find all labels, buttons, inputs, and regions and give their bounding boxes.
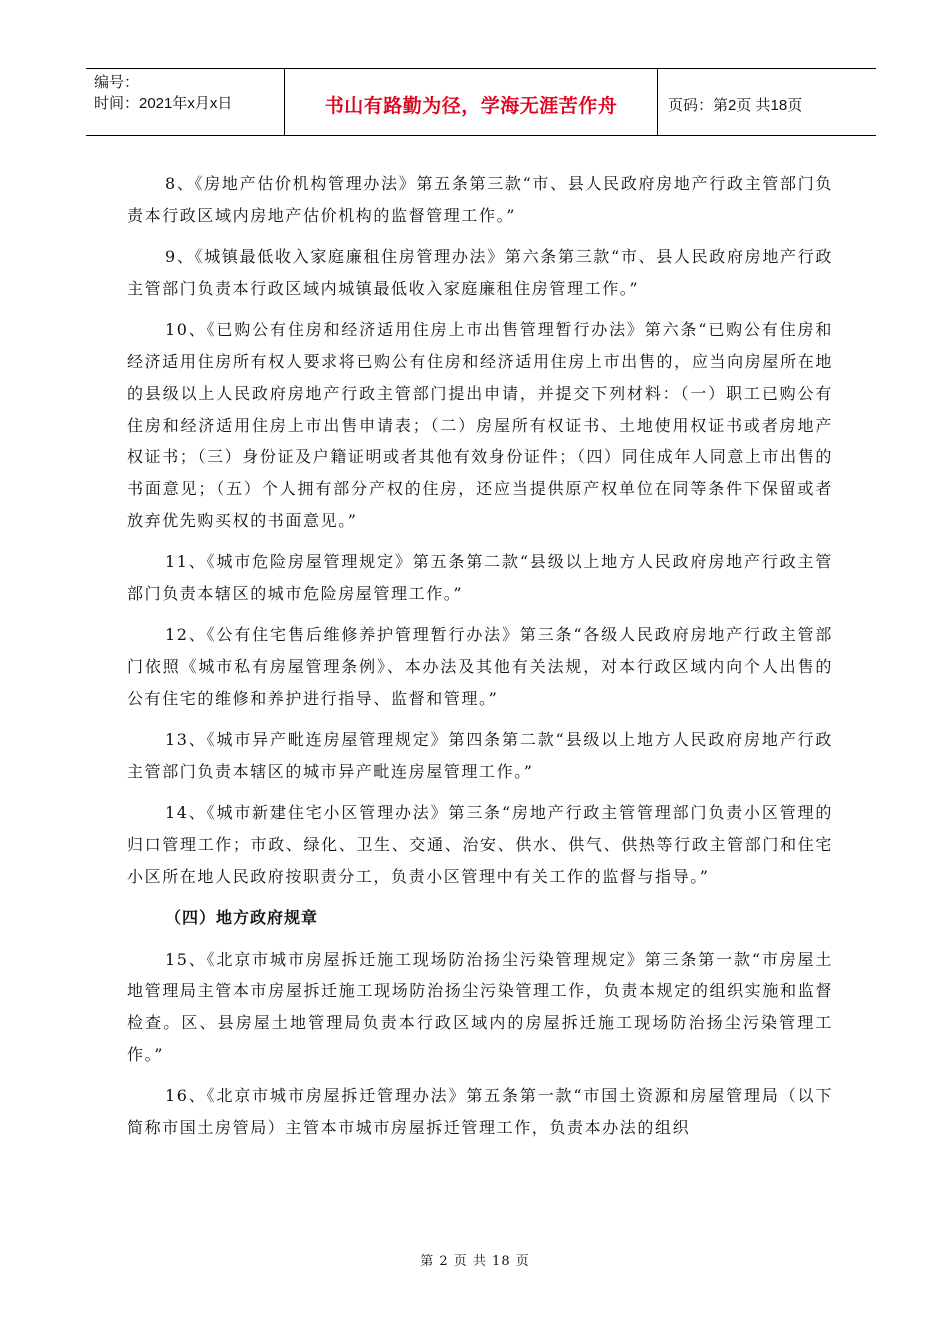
time-label: 时间：2021年x月x日 [94,95,233,112]
paragraph-10: 10、《已购公有住房和经济适用住房上市出售管理暂行办法》第六条“已购公有住房和经济适用住房所有权人要求将已购公有住房和经济适用住房上市出售的，应当向房屋所在地的县级以上人民政府房地产行政主管部门提出申请，并提交下列材料：（一）职工已购公有住房和经济适用住房上市出售申请表；（二）房屋所有权证书、土地使用权证书或者房地产权证书；（三）身份证及户籍证明或者其他有效身份证件；（四）同住成年人同意上市出售的书面意见；（五）个人拥有部分产权的住房，还应当提供原产权单位在同等条件下保留或者放弃优先购买权的书面意见。” [127,320,833,530]
paragraph-8: 8、《房地产估价机构管理办法》第五条第三款“市、县人民政府房地产行政主管部门负责本行政区域内房地产估价机构的监督管理工作。” [127,174,833,225]
section-heading: （四）地方政府规章 [165,908,319,928]
paragraph-13: 13、《城市异产毗连房屋管理规定》第四条第二款“县级以上地方人民政府房地产行政主管部门负责本辖区的城市异产毗连房屋管理工作。” [127,730,833,782]
paragraph-16: 16、《北京市城市房屋拆迁管理办法》第五条第一款“市国土资源和房屋管理局（以下简称市国土房管局）主管本市城市房屋拆迁管理工作，负责本办法的组织 [127,1086,833,1138]
header-meta [86,69,285,135]
paragraph-15: 15、《北京市城市房屋拆迁施工现场防治扬尘污染管理规定》第三条第一款“市房屋土地管理局主管本市房屋拆迁施工现场防治扬尘污染管理工作，负责本规定的组织实施和监督检查。区、县房屋土地管理局负责本行政区域内的房屋拆迁施工现场防治扬尘污染管理工作。” [127,949,833,1064]
document-body [127,168,833,1153]
number-label: 编号： [94,74,140,91]
page-footer: 第 2 页 共 18 页 [420,1254,530,1269]
paragraph-12: 12、《公有住宅售后维修养护管理暂行办法》第三条“各级人民政府房地产行政主管部门依照《城市私有房屋管理条例》、本办法及其他有关法规，对本行政区域内向个人出售的公有住宅的维修和养护进行指导、监督和管理。” [127,625,833,708]
paragraph-14: 14、《城市新建住宅小区管理办法》第三条“房地产行政主管管理部门负责小区管理的归口管理工作；市政、绿化、卫生、交通、治安、供水、供气、供热等行政主管部门和住宅小区所在地人民政府按职责分工，负责小区管理中有关工作的监督与指导。” [127,803,833,886]
header-motto: 书山有路勤为径，学海无涯苦作舟 [285,69,658,135]
paragraph-11: 11、《城市危险房屋管理规定》第五条第二款“县级以上地方人民政府房地产行政主管部门负责本辖区的城市危险房屋管理工作。” [127,552,833,604]
header-page-info: 页码：第2页 共18页 [668,96,803,114]
page-header [86,68,876,136]
paragraph-9: 9、《城镇最低收入家庭廉租住房管理办法》第六条第三款“市、县人民政府房地产行政主管部门负责本行政区域内城镇最低收入家庭廉租住房管理工作。” [127,247,833,298]
